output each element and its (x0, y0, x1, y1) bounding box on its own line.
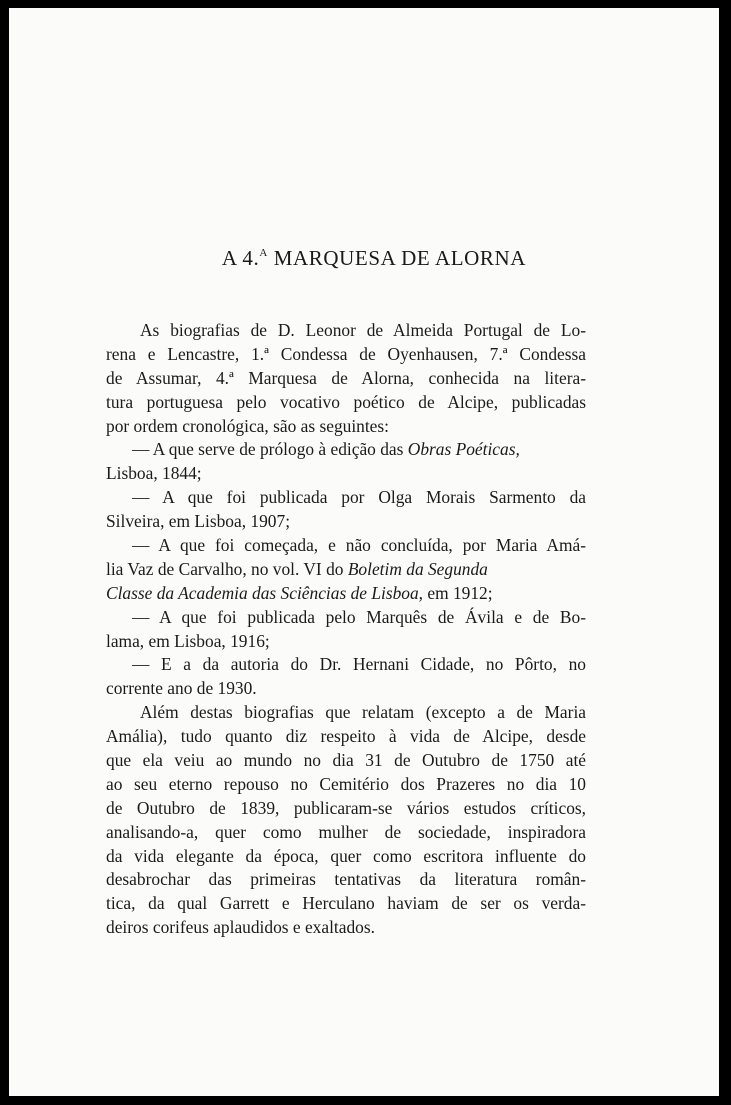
text-line: lama, em Lisboa, 1916; (106, 630, 270, 651)
text-line: desabrochar das primeiras tentativas da literatura român- (106, 869, 586, 890)
text-line: — A que foi começada, e não concluída, por Maria Amá- (132, 535, 586, 556)
text-line: que ela veiu ao mundo no dia 31 de Outubro de 1750 até (106, 750, 586, 771)
text-line: Amália), tudo quanto diz respeito à vida de Alcipe, desde (106, 726, 586, 747)
text-line: da vida elegante da época, quer como escritora influente do (106, 845, 586, 866)
text-line: — E a da autoria do Dr. Hernani Cidade, no Pôrto, no (132, 654, 586, 675)
text-line: de Outubro de 1839, publicaram-se vários estudos críticos, (106, 797, 586, 818)
text-line (106, 558, 586, 582)
chapter-title: A 4.$^A$ MARQUESA DE ALORNA (221, 246, 527, 270)
text-line (106, 438, 586, 462)
text-line: analisando-a, quer como mulher de sociedade, inspiradora (106, 821, 586, 842)
text-line: Além destas biografias que relatam (excepto a de Maria (140, 702, 586, 723)
text-line: de Assumar, 4.ª Marquesa de Alorna, conhecida na litera- (106, 367, 586, 388)
text-line: por ordem cronológica, são as seguintes: (106, 415, 390, 436)
text-line: tica, da qual Garrett e Herculano haviam de ser os verda- (106, 893, 586, 914)
text-fragment: — A que serve de prólogo à edição das (132, 439, 408, 460)
text-line: ao seu eterno repouso no Cemitério dos Prazeres no dia 10 (106, 773, 586, 794)
publication-title: Classe da Academia das Sciências de Lisboa, (106, 582, 424, 603)
publication-title: Boletim da Segunda (347, 558, 488, 579)
text-line: rena e Lencastre, 1.ª Condessa de Oyenhausen, 7.ª Condessa (106, 343, 586, 364)
text-line: tura portuguesa pelo vocativo poético de Alcipe, publicadas (106, 391, 586, 412)
text-line (106, 582, 586, 606)
text-line: — A que foi publicada por Olga Morais Sarmento da (132, 487, 586, 508)
text-line: Lisboa, 1844; (106, 463, 202, 484)
book-title: Obras Poéticas, (407, 439, 520, 460)
text-fragment: em 1912; (423, 582, 493, 603)
text-line: Silveira, em Lisboa, 1907; (106, 511, 291, 532)
body-text (106, 319, 586, 940)
text-fragment: lia Vaz de Carvalho, no vol. VI do (106, 558, 348, 579)
book-page (9, 8, 719, 1096)
text-line: — A que foi publicada pelo Marquês de Ávila e de Bo- (132, 606, 586, 627)
text-line: As biografias de D. Leonor de Almeida Portugal de Lo- (140, 320, 586, 340)
text-line: deiros corifeus aplaudidos e exaltados. (106, 917, 375, 938)
text-line: corrente ano de 1930. (106, 678, 257, 699)
